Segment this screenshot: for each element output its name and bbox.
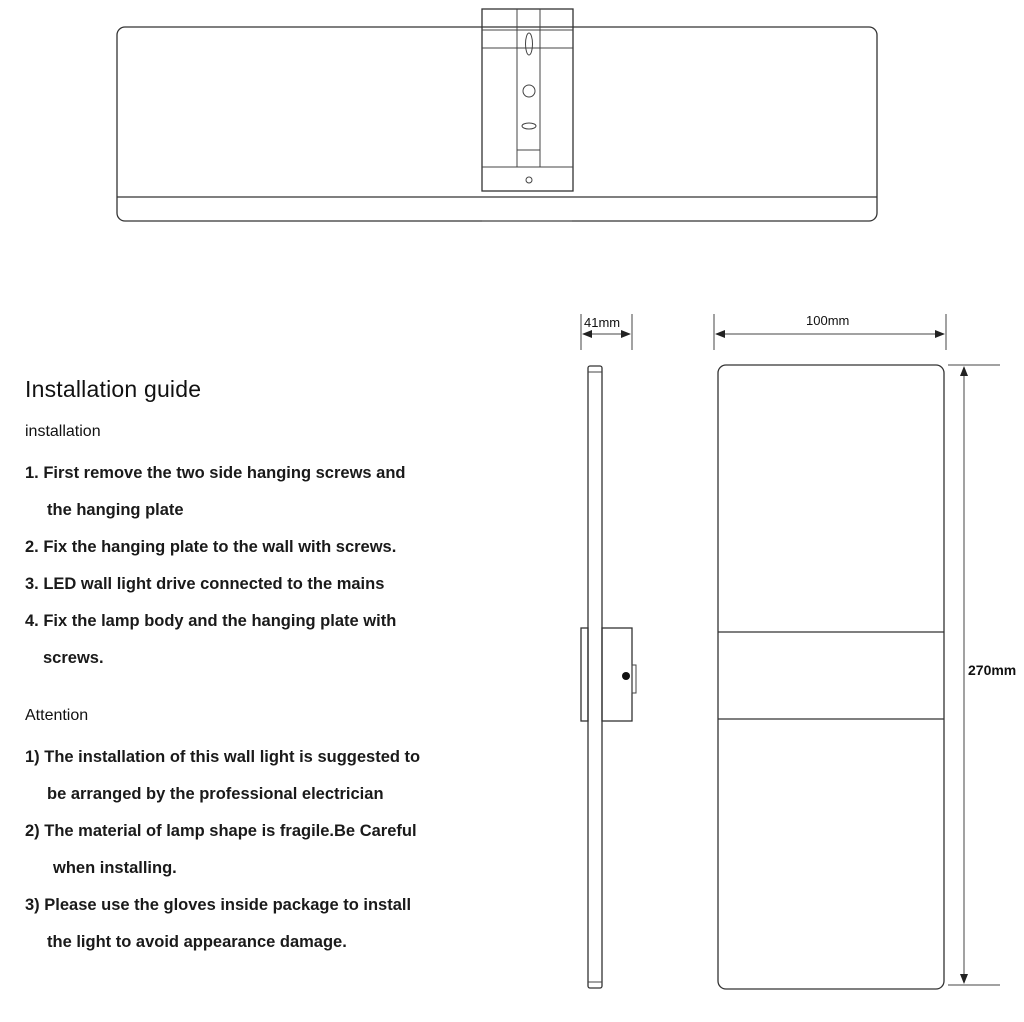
top-view-drawing bbox=[117, 9, 877, 221]
installation-step bbox=[25, 603, 545, 677]
installation-guide bbox=[25, 376, 545, 961]
attention-text-continued: when installing. bbox=[53, 859, 177, 877]
attention-text: 1) The installation of this wall light is suggested to bbox=[25, 748, 421, 766]
attention-text-continued: be arranged by the professional electrician bbox=[47, 785, 384, 803]
guide-title: Installation guide bbox=[25, 376, 202, 402]
attention-item bbox=[25, 739, 545, 813]
attention-item bbox=[25, 887, 545, 961]
hanging-bracket bbox=[482, 9, 573, 191]
height-label: 270mm bbox=[968, 662, 1017, 678]
front-view-drawing bbox=[718, 365, 944, 989]
attention-heading: Attention bbox=[25, 707, 89, 724]
installation-section bbox=[25, 423, 545, 677]
step-text-continued: the hanging plate bbox=[47, 501, 184, 519]
installation-step bbox=[25, 566, 545, 603]
width-label: 100mm bbox=[806, 313, 850, 328]
installation-step bbox=[25, 529, 545, 566]
attention-text: 3) Please use the gloves inside package to install bbox=[25, 896, 412, 914]
side-view-drawing bbox=[581, 366, 636, 988]
installation-heading: installation bbox=[25, 423, 101, 440]
attention-section bbox=[25, 707, 545, 961]
step-text: 4. Fix the lamp body and the hanging plate with bbox=[25, 612, 397, 630]
step-text: 1. First remove the two side hanging screws and bbox=[25, 464, 406, 482]
attention-text-continued: the light to avoid appearance damage. bbox=[47, 933, 347, 951]
step-text: 3. LED wall light drive connected to the mains bbox=[25, 575, 385, 593]
attention-item bbox=[25, 813, 545, 887]
attention-text: 2) The material of lamp shape is fragile.Be Careful bbox=[25, 822, 417, 840]
step-text: 2. Fix the hanging plate to the wall with screws. bbox=[25, 538, 397, 556]
installation-steps bbox=[25, 455, 545, 677]
installation-step bbox=[25, 455, 545, 529]
depth-label: 41mm bbox=[584, 315, 621, 330]
step-text-continued: screws. bbox=[43, 649, 104, 667]
attention-items bbox=[25, 739, 545, 961]
